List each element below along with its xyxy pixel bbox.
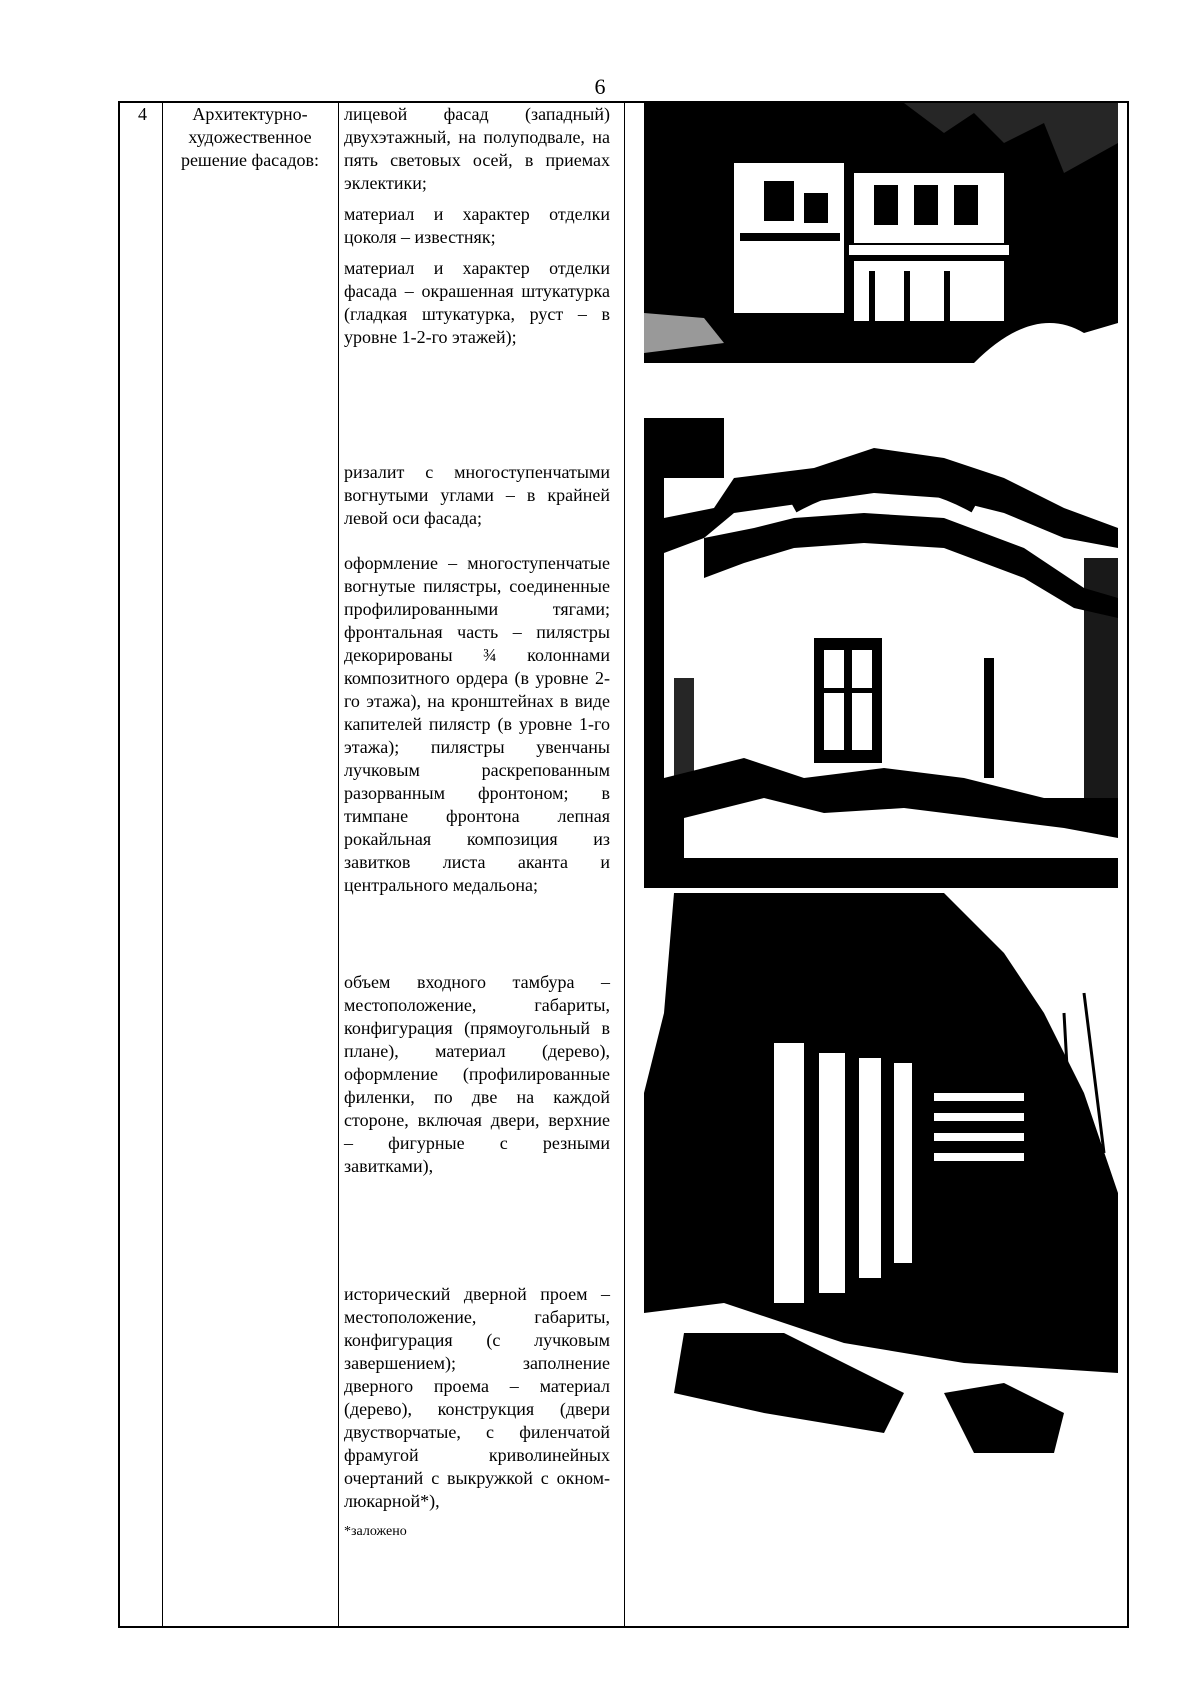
- risalit-detail-photo-icon: [644, 418, 1118, 888]
- description-block: [344, 1283, 610, 1541]
- footnote: *заложено: [344, 1524, 407, 1539]
- description-item: объем входного тамбура – местоположение, габариты, конфигурация (прямоугольный в плане), материал (дерево), оформление (профилированные филенки, по две на каждой стороне, включая двери, верхние – фигурные с резными завитками),: [344, 972, 610, 1176]
- description-item: лицевой фасад (западный) двухэтажный, на полуподвале, на пять световых осей, в приемах эклектики;: [344, 104, 610, 193]
- page-number: 6: [594, 74, 606, 99]
- row-number: 4: [138, 104, 147, 124]
- column-divider: [338, 103, 339, 1626]
- description-block: [344, 103, 610, 349]
- description-item: материал и характер отделки фасада – окрашенная штукатурка (гладкая штукатурка, руст – в уровне 1-2-го этажей);: [344, 258, 610, 347]
- description-block: [344, 461, 610, 897]
- monument-subject-table: [118, 101, 1129, 1628]
- description-item: оформление – многоступенчатые вогнутые пилястры, соединенные профилированными тягами; фронтальная часть – пилястры декорированы ¾ колоннами композитного ордера (в уровне 2-го этажа), на кронштейнах в виде капителей пилястр (в уровне 1-го этажа); пилястры увенчаны лучковым раскрепованным разорванным фронтоном; в тимпане фронтона лепная рокайльная композиция из завитков листа аканта и центрального медальона;: [344, 553, 610, 895]
- building-facade-photo-icon: [644, 103, 1118, 363]
- description-block: [344, 971, 610, 1178]
- entrance-vestibule-photo-icon: [644, 893, 1118, 1473]
- section-name: Архитектурно-художественное решение фасадов:: [180, 104, 320, 170]
- column-divider: [624, 103, 625, 1626]
- column-divider: [162, 103, 163, 1626]
- description-item: материал и характер отделки цоколя – известняк;: [344, 204, 610, 247]
- description-item: исторический дверной проем – местоположение, габариты, конфигурация (с лучковым завершением); заполнение дверного проема – материал (дерево), конструкция (двери двустворчатые, с филенчатой фрамугой криволинейных очертаний с выкружкой с окном-люкарной*),: [344, 1284, 610, 1511]
- description-item: ризалит с многоступенчатыми вогнутыми углами – в крайней левой оси фасада;: [344, 462, 610, 528]
